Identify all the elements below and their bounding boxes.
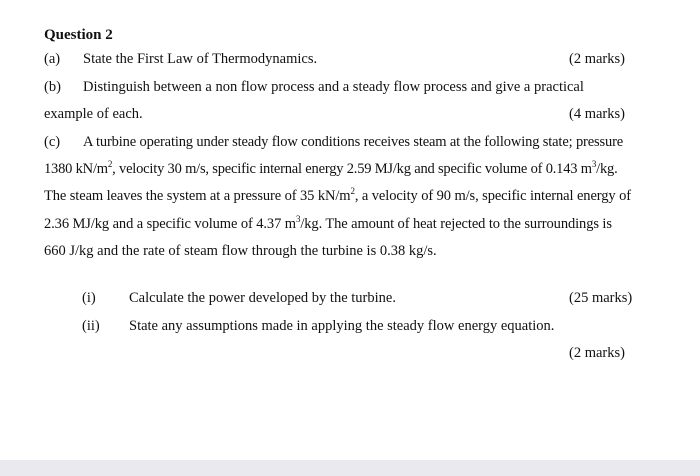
sub-ii-marks: (2 marks) bbox=[569, 345, 625, 361]
sub-i-label: (i) bbox=[82, 290, 96, 306]
part-c-line4: 2.36 MJ/kg and a specific volume of 4.37 $m^3/kg$. The amount of heat rejected to the surroundings is bbox=[44, 214, 612, 232]
sub-i-text: Calculate the power developed by the turbine. bbox=[129, 290, 396, 306]
part-a-marks: (2 marks) bbox=[569, 51, 625, 67]
part-c-label: (c) bbox=[44, 134, 61, 150]
sub-ii-text: State any assumptions made in applying the steady flow energy equation. bbox=[129, 318, 555, 334]
part-b-text-line2: example of each. bbox=[44, 106, 143, 122]
part-c-line1: A turbine operating under steady flow conditions receives steam at the following state; pressure bbox=[83, 134, 624, 150]
part-c-line3: The steam leaves the system at a pressure of 35 $kN/m^2$, a velocity of 90 m/s, specific internal energy of bbox=[44, 186, 631, 204]
question-title: Question 2 bbox=[44, 27, 113, 43]
part-b-label: (b) bbox=[44, 79, 61, 95]
part-a-label: (a) bbox=[44, 51, 61, 67]
part-c-line5: 660 J/kg and the rate of steam flow through the turbine is 0.38 kg/s. bbox=[44, 243, 437, 259]
sub-i-marks: (25 marks) bbox=[569, 290, 633, 306]
part-b-marks: (4 marks) bbox=[569, 106, 625, 122]
part-a-text: State the First Law of Thermodynamics. bbox=[83, 51, 318, 67]
part-b-text-line1: Distinguish between a non flow process and a steady flow process and give a practical bbox=[83, 79, 584, 95]
part-c-line2: 1380 $kN/m^2$, velocity 30 m/s, specific internal energy 2.59 MJ/kg and specific volume of 0.143 $m^3/kg$. bbox=[44, 159, 618, 177]
bottom-divider-bar bbox=[0, 460, 700, 476]
sub-ii-label: (ii) bbox=[82, 318, 100, 334]
